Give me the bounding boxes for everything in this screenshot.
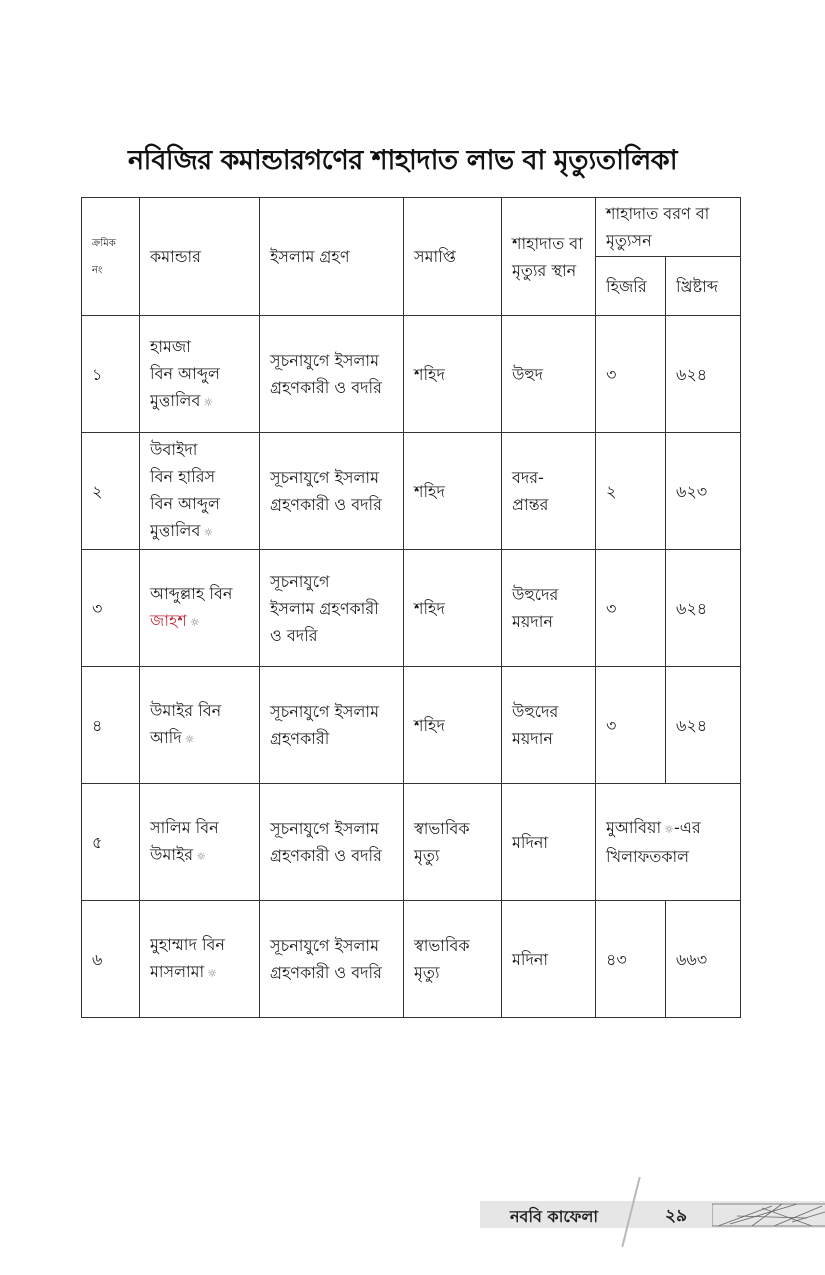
commander-cell <box>140 316 260 433</box>
table-row <box>82 901 741 1018</box>
gregorian-cell <box>666 433 741 550</box>
period-line2: খিলাফতকাল <box>606 847 690 866</box>
hijri-header: হিজরি <box>596 257 666 316</box>
place-cell-line: উহুদের <box>512 702 559 721</box>
islam-cell-line: ইসলাম গ্রহণকারী <box>270 598 379 618</box>
place-cell-line: ময়দান <box>512 612 553 631</box>
place-header: শাহাদাত বা মৃত্যুর স্থান <box>502 198 596 316</box>
islam-cell <box>260 901 404 1018</box>
place-cell <box>502 433 596 550</box>
place-cell-line: উহুদের <box>512 585 559 604</box>
serial-cell <box>82 433 140 550</box>
table-header-row <box>82 198 741 257</box>
hijri-cell-line: ২ <box>606 481 617 501</box>
commander-cell-line: উমাইর বিন <box>150 701 222 720</box>
table-row <box>82 316 741 433</box>
islam-cell-line: সূচনাযুগে ইসলাম <box>270 351 379 370</box>
hijri-cell-line: ৩ <box>606 598 617 618</box>
serial-cell <box>82 901 140 1018</box>
end-cell <box>404 784 502 901</box>
place-cell <box>502 550 596 667</box>
islam-cell <box>260 550 404 667</box>
islam-cell-line: সূচনাযুগে ইসলাম <box>270 468 379 487</box>
gregorian-cell <box>666 316 741 433</box>
honorific-calligraphy-icon: ☼ <box>203 395 214 409</box>
islam-cell-line: সূচনাযুগে <box>270 571 330 591</box>
commander-cell-line: সালিম বিন <box>150 818 219 837</box>
gregorian-cell-line: ৬২৩ <box>676 481 708 501</box>
commander-cell <box>140 433 260 550</box>
gregorian-cell-line: ৬২৪ <box>676 715 708 735</box>
place-cell-line: প্রান্তর <box>512 495 549 514</box>
commander-cell-line: মাসলামা <box>150 962 205 981</box>
honorific-calligraphy-icon: ☼ <box>207 967 218 980</box>
period-cell <box>596 784 741 901</box>
hijri-cell <box>596 433 666 550</box>
islam-cell-line: গ্রহণকারী ও বদরি <box>270 963 382 982</box>
hijri-cell-line: ৩ <box>606 364 617 384</box>
place-cell <box>502 316 596 433</box>
islam-cell <box>260 784 404 901</box>
commander-cell-line: মুত্তালিব <box>150 521 201 540</box>
honorific-calligraphy-icon: ☼ <box>189 616 200 629</box>
gregorian-cell <box>666 550 741 667</box>
serial-cell <box>82 316 140 433</box>
islam-cell-line: গ্রহণকারী <box>270 729 330 748</box>
serial-cell-line: ৩ <box>92 598 103 618</box>
islam-cell-line: ও বদরি <box>270 625 318 645</box>
end-cell <box>404 550 502 667</box>
serial-cell-line: ৬ <box>92 949 103 969</box>
commander-name-highlight: জাহশ <box>150 611 187 630</box>
honorific-calligraphy-icon: ☼ <box>184 733 195 746</box>
serial-cell <box>82 667 140 784</box>
table-body <box>82 316 741 1018</box>
commander-cell-line: বিন আব্দুল <box>150 494 220 513</box>
table-row <box>82 433 741 550</box>
commander-cell-line: মুত্তালিব <box>150 390 201 410</box>
commander-cell-line: বিন আব্দুল <box>150 363 220 383</box>
islam-cell <box>260 667 404 784</box>
hijri-cell <box>596 316 666 433</box>
place-cell-line: উহুদ <box>512 364 544 384</box>
end-cell-line: শহিদ <box>414 481 445 501</box>
end-cell <box>404 667 502 784</box>
place-cell-line: মদিনা <box>512 949 549 969</box>
hijri-cell-line: ৪৩ <box>606 949 627 969</box>
islam-cell-line: সূচনাযুগে ইসলাম <box>270 936 379 955</box>
place-cell <box>502 784 596 901</box>
end-cell-line: শহিদ <box>414 598 445 618</box>
serial-cell-line: ৫ <box>92 832 103 852</box>
gregorian-cell-line: ৬৬৩ <box>676 949 708 969</box>
islam-cell-line: সূচনাযুগে ইসলাম <box>270 702 379 721</box>
gregorian-cell-line: ৬২৪ <box>676 598 708 618</box>
commander-cell-line: হামজা <box>150 336 191 356</box>
hijri-cell <box>596 901 666 1018</box>
page-number: ২৯ <box>665 1206 688 1226</box>
footer-book-title: নববি কাফেলা <box>510 1207 599 1226</box>
decorative-lines-icon <box>712 1200 825 1230</box>
commander-cell-line: মুহাম্মাদ বিন <box>150 935 225 954</box>
commander-cell <box>140 667 260 784</box>
commander-cell-line: উবাইদা <box>150 440 198 459</box>
gregorian-cell-line: ৬২৪ <box>676 364 708 384</box>
islam-cell <box>260 433 404 550</box>
place-cell <box>502 901 596 1018</box>
hijri-cell <box>596 550 666 667</box>
place-cell-line: মদিনা <box>512 832 549 852</box>
honorific-calligraphy-icon: ☼ <box>664 823 674 836</box>
table-row <box>82 550 741 667</box>
gregorian-cell <box>666 667 741 784</box>
islam-cell-line: গ্রহণকারী ও বদরি <box>270 495 382 514</box>
commander-cell-line: আব্দুল্লাহ বিন <box>150 584 233 603</box>
end-cell-line: স্বাভাবিক <box>414 936 470 955</box>
gregorian-cell <box>666 901 741 1018</box>
commander-cell-line: উমাইর <box>150 845 194 864</box>
serial-cell-line: ২ <box>92 481 103 501</box>
end-cell <box>404 433 502 550</box>
serial-header: ক্রমিক নং <box>82 198 140 316</box>
end-cell-line: মৃত্যু <box>414 963 440 982</box>
islam-cell-line: সূচনাযুগে ইসলাম <box>270 819 379 838</box>
hijri-cell <box>596 667 666 784</box>
islam-acceptance-header: ইসলাম গ্রহণ <box>260 198 404 316</box>
commander-cell-line: বিন হারিস <box>150 467 216 486</box>
commander-cell <box>140 901 260 1018</box>
islam-cell-line: গ্রহণকারী ও বদরি <box>270 378 382 397</box>
table-row <box>82 784 741 901</box>
period-suffix: -এর <box>673 818 701 837</box>
year-group-header: শাহাদাত বরণ বা মৃত্যুসন <box>596 198 741 257</box>
islam-cell-line: গ্রহণকারী ও বদরি <box>270 846 382 865</box>
commander-cell-line: আদি <box>150 728 182 747</box>
end-cell <box>404 901 502 1018</box>
page-title: নবিজির কমান্ডারগণের শাহাদাত লাভ বা মৃত্যুতালিকা <box>128 145 678 176</box>
end-cell-line: শহিদ <box>414 715 445 735</box>
serial-cell-line: ৪ <box>92 715 103 735</box>
end-header: সমাপ্তি <box>404 198 502 316</box>
serial-cell-line: ১ <box>92 364 103 384</box>
end-cell-line: মৃত্যু <box>414 846 440 865</box>
commander-cell <box>140 550 260 667</box>
hijri-cell-line: ৩ <box>606 715 617 735</box>
serial-cell <box>82 784 140 901</box>
place-cell-line: ময়দান <box>512 729 553 748</box>
honorific-calligraphy-icon: ☼ <box>203 526 214 539</box>
islam-cell <box>260 316 404 433</box>
place-cell <box>502 667 596 784</box>
table-row <box>82 667 741 784</box>
period-name: মুআবিয়া <box>606 818 662 837</box>
end-cell <box>404 316 502 433</box>
commander-cell <box>140 784 260 901</box>
end-cell-line: শহিদ <box>414 364 445 384</box>
commanders-table <box>81 197 741 1018</box>
serial-cell <box>82 550 140 667</box>
place-cell-line: বদর- <box>512 468 544 487</box>
end-cell-line: স্বাভাবিক <box>414 819 470 838</box>
page-footer <box>480 1198 825 1230</box>
commander-header: কমান্ডার <box>140 198 260 316</box>
gregorian-header: খ্রিষ্টাব্দ <box>666 257 741 316</box>
honorific-calligraphy-icon: ☼ <box>196 850 206 863</box>
